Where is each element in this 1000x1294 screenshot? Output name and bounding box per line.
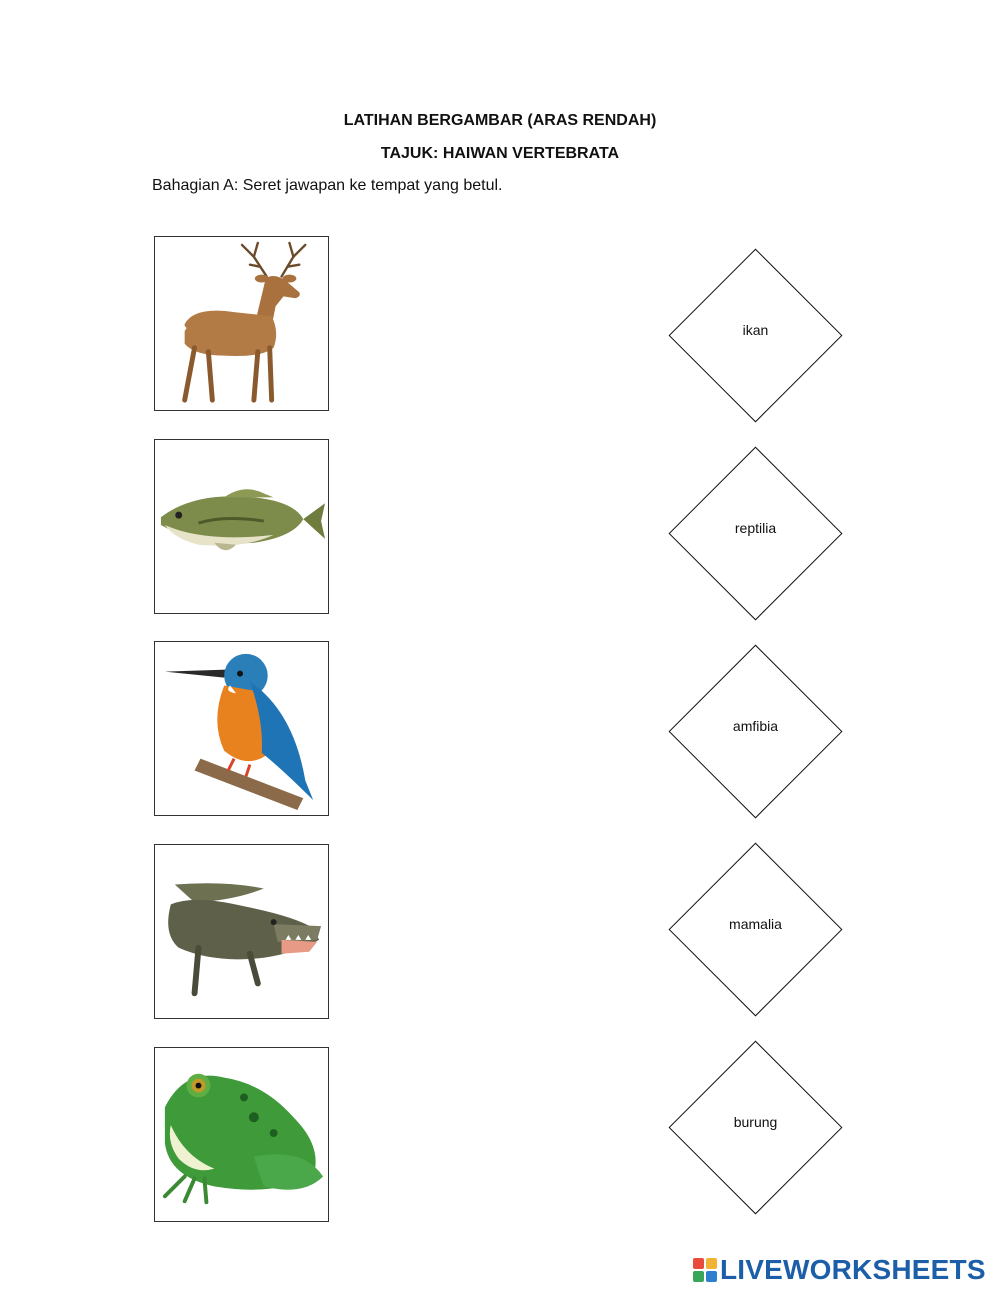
answer-box-reptilia[interactable] [668,446,843,621]
fish-image [154,439,329,614]
worksheet-title: LATIHAN BERGAMBAR (ARAS RENDAH) [343,112,657,129]
answer-box-amfibia[interactable] [668,644,843,819]
deer-image [154,236,329,411]
worksheet-subtitle: TAJUK: HAIWAN VERTEBRATA [380,145,620,162]
answer-label: mamalia [729,916,782,932]
answer-label: ikan [742,322,769,338]
answer-box-burung[interactable] [668,1040,843,1215]
answer-label: reptilia [734,520,777,536]
liveworksheets-logo [693,1254,986,1286]
answer-label: amfibia [732,718,779,734]
crocodile-image [154,844,329,1019]
instruction-text: Bahagian A: Seret jawapan ke tempat yang betul. [152,177,503,194]
answer-label: burung [733,1114,778,1130]
logo-text: LIVEWORKSHEETS [720,1254,986,1285]
kingfisher-image [154,641,329,816]
answer-box-mamalia[interactable] [668,842,843,1017]
answer-box-ikan[interactable] [668,248,843,423]
frog-image [154,1047,329,1222]
logo-grid-icon [693,1258,717,1282]
